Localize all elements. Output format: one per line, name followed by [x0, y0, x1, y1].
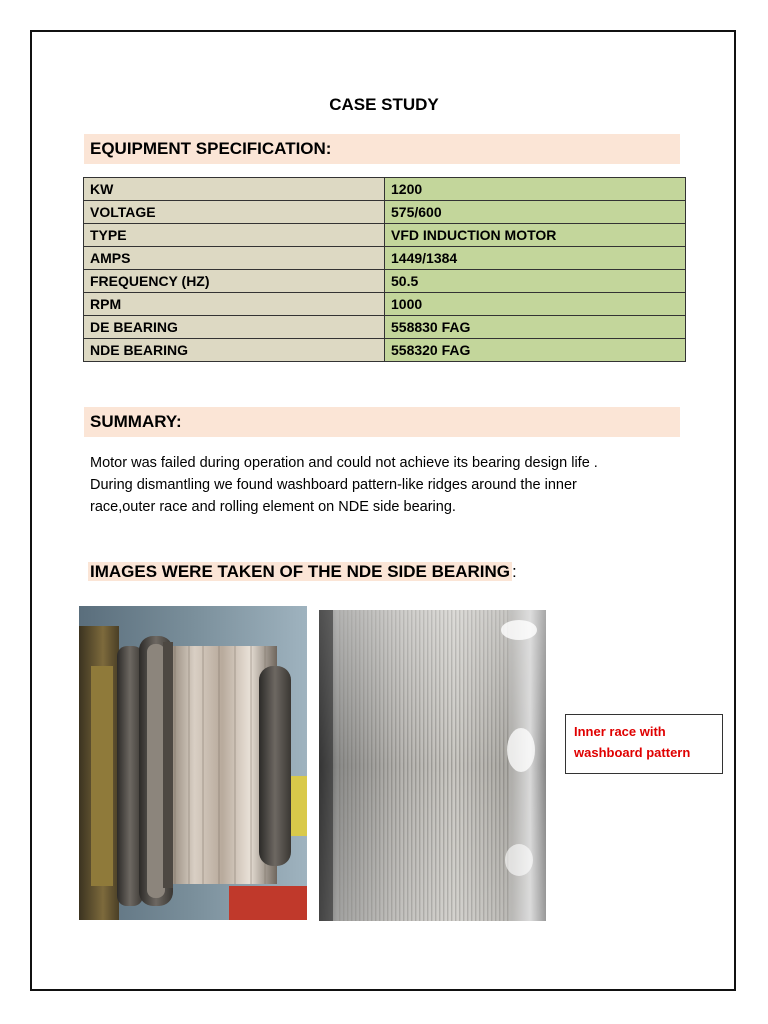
spec-label: RPM [84, 293, 385, 316]
table-row [84, 316, 686, 339]
spec-label: VOLTAGE [84, 201, 385, 224]
callout-line: washboard pattern [574, 745, 691, 760]
summary-line: race,outer race and rolling element on NDE side bearing. [90, 499, 456, 515]
spec-label: FREQUENCY (HZ) [84, 270, 385, 293]
spec-table [83, 177, 686, 362]
summary-text [90, 452, 680, 518]
summary-line: During dismantling we found washboard pattern-like ridges around the inner [90, 477, 577, 493]
images-heading-colon: : [512, 562, 517, 581]
summary-line: Motor was failed during operation and could not achieve its bearing design life . [90, 455, 598, 471]
spec-value: 1200 [385, 178, 686, 201]
table-row [84, 201, 686, 224]
images-heading [88, 560, 517, 584]
spec-value: 50.5 [385, 270, 686, 293]
spec-label: KW [84, 178, 385, 201]
equipment-spec-heading: EQUIPMENT SPECIFICATION: [84, 134, 680, 164]
table-row [84, 247, 686, 270]
summary-heading: SUMMARY: [84, 407, 680, 437]
page-title: CASE STUDY [329, 95, 439, 114]
spec-value: 558320 FAG [385, 339, 686, 362]
table-row [84, 293, 686, 316]
spec-value: 558830 FAG [385, 316, 686, 339]
inner-race-callout [565, 714, 723, 774]
bearing-assembly-photo [79, 606, 307, 920]
table-row [84, 270, 686, 293]
spec-value: VFD INDUCTION MOTOR [385, 224, 686, 247]
spec-label: NDE BEARING [84, 339, 385, 362]
spec-label: AMPS [84, 247, 385, 270]
spec-label: DE BEARING [84, 316, 385, 339]
spec-label: TYPE [84, 224, 385, 247]
callout-line: Inner race with [574, 724, 666, 739]
images-heading-text: IMAGES WERE TAKEN OF THE NDE SIDE BEARING [90, 562, 510, 581]
inner-race-closeup-photo [319, 610, 546, 921]
spec-value: 1000 [385, 293, 686, 316]
spec-value: 575/600 [385, 201, 686, 224]
spec-value: 1449/1384 [385, 247, 686, 270]
table-row [84, 178, 686, 201]
table-row [84, 339, 686, 362]
table-row [84, 224, 686, 247]
